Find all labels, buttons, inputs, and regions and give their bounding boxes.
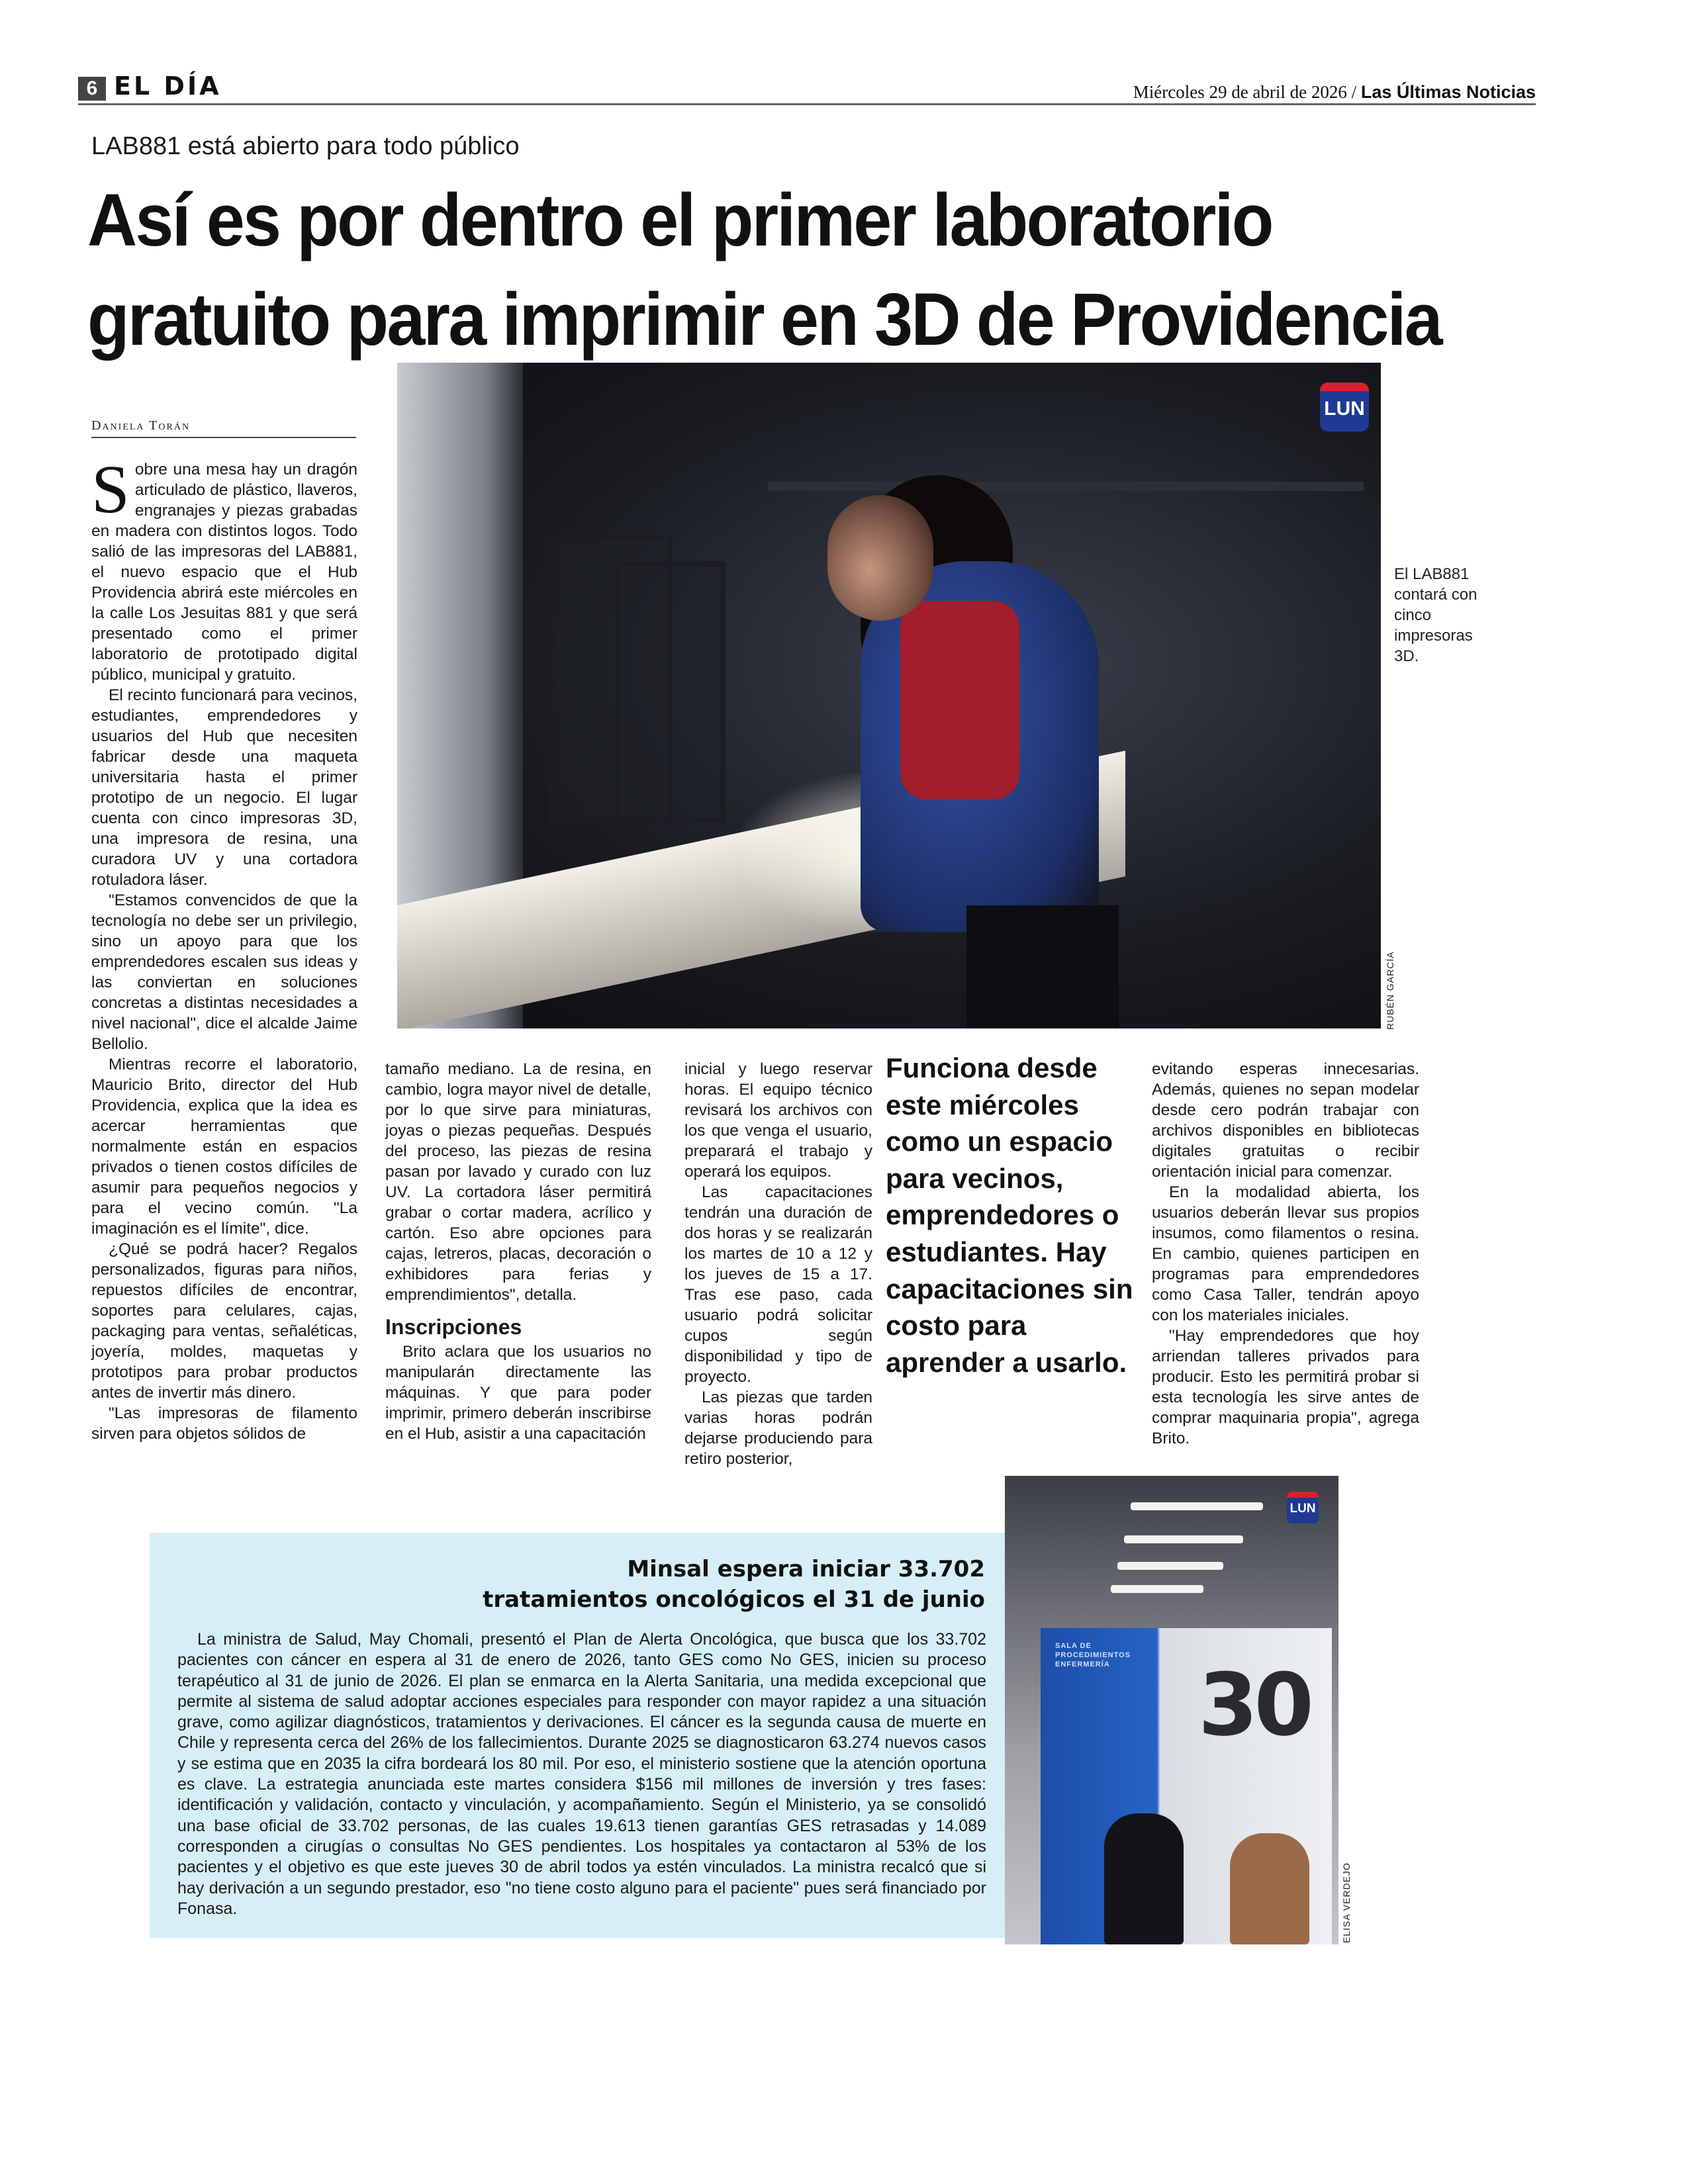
- date-separator: /: [1351, 82, 1357, 102]
- hospital-photo: [1005, 1476, 1338, 1944]
- body-paragraph: tamaño mediano. La de resina, en cambio, logra mayor nivel de detalle, por lo que sirve para miniaturas, joyas o piezas pequeñas. Después del proceso, las piezas de resina pasan por lavado y curado con luz UV. La cortadora láser permitirá grabar o cortar madera, acrílico y cartón. Eso abre opciones para cajas, letreros, placas, decoración o exhibidores para ferias y emprendimientos", detalla.: [385, 1060, 651, 1304]
- article-kicker: LAB881 está abierto para todo público: [91, 132, 520, 160]
- photo-person-woman: [1230, 1833, 1309, 1944]
- section-label: EL DÍA: [114, 71, 222, 101]
- body-column-1: [91, 451, 357, 1444]
- main-photo-caption: El LAB881 contará con cinco impresoras 3D.: [1394, 565, 1477, 665]
- body-paragraph: ¿Qué se podrá hacer? Regalos personalizados, figuras para niños, repuestos difíciles de encontrar, soportes para celulares, cajas, packaging para ventas, señaléticas, joyería, moldes, maquetas y prototipos para probar productos antes de invertir más dinero.: [91, 1240, 357, 1402]
- main-photo: [397, 363, 1381, 1028]
- body-column-4: [1152, 1059, 1419, 1449]
- body-paragraph: "Las impresoras de filamento sirven para objetos sólidos de: [91, 1404, 357, 1443]
- publication-name: Las Últimas Noticias: [1360, 82, 1536, 102]
- main-photo-credit: RUBÉN GARCÍA: [1385, 951, 1395, 1030]
- ceiling-light: [1117, 1562, 1223, 1570]
- photo-printer: [616, 561, 726, 823]
- box-title-line-1: Minsal espera iniciar 33.702: [627, 1556, 985, 1582]
- body-paragraph: Las piezas que tarden varias horas podrán dejarse produciendo para retiro posterior,: [684, 1388, 872, 1468]
- ceiling-light: [1111, 1585, 1203, 1593]
- headline-line-2: gratuito para imprimir en 3D de Providencia: [87, 278, 1441, 361]
- page-number: 6: [78, 77, 106, 101]
- ceiling-light: [1131, 1502, 1263, 1510]
- photo-vest: [900, 601, 1019, 799]
- subhead-inscripciones: Inscripciones: [385, 1315, 522, 1339]
- body-paragraph: evitando esperas innecesarias. Además, quienes no sepan modelar desde cero podrán trabajar con archivos disponibles en bibliotecas digitales gratuitas o recibir orientación inicial para comenzar.: [1152, 1060, 1419, 1181]
- box-paragraph: La ministra de Salud, May Chomali, presentó el Plan de Alerta Oncológica, que busca que los 33.702 pacientes con cáncer en espera al 31 de enero de 2026, tanto GES como No GES, inicien su proceso terapéutico al 31 de junio de 2026. El plan se enmarca en la Alerta Sanitaria, una medida excepcional que permite al sistema de salud adoptar acciones especiales para responder con mayor rapidez a una situación grave, como agilizar diagnósticos, tratamientos y derivaciones. El cáncer es la segunda causa de muerte en Chile y representa cerca del 26% de los fallecimientos. Durante 2025 se diagnosticaron 63.274 nuevos casos y se estima que en 2035 la cifra bordeará los 80 mil. Por eso, el ministerio sostiene que la atención oportuna es clave. La estrategia anunciada este martes considera $156 mil millones de inversión y tres fases: identificación y validación, contacto y vinculación, y acompañamiento. Según el Ministerio, ya se consolidó una base oficial de 33.702 personas, de las cuales 19.613 tienen garantías GES retrasadas y 14.089 corresponden a cirugías o consultas No GES pendientes. Los hospitales ya contactaron al 53% de los pacientes y el objetivo es que este jueves 30 de abril todos ya estén vinculados. La ministra recalcó que si hay derivación a un segundo prestador, eso "no tiene costo alguno para el paciente" pues será financiado por Fonasa.: [177, 1630, 986, 1918]
- ceiling-light: [1124, 1535, 1243, 1543]
- box-body: [177, 1629, 986, 1919]
- issue-date-line: [1133, 82, 1536, 103]
- box-title: [410, 1554, 985, 1615]
- body-paragraph: En la modalidad abierta, los usuarios deberán llevar sus propios insumos, como filamentos o resina. En cambio, quienes participen en programas para emprendedores como Casa Taller, tendrán apoyo con los materiales iniciales.: [1152, 1183, 1419, 1324]
- photo-person-man: [1104, 1813, 1184, 1944]
- pull-quote: Funciona desde este miércoles como un espacio para vecinos, emprendedores o estudiantes. Hay capacitaciones sin costo para aprender a usarlo.: [886, 1052, 1133, 1378]
- body-paragraph: Sobre una mesa hay un dragón articulado de plástico, llaveros, engranajes y piezas grabadas en madera con distintos logos. Todo salió de las impresoras del LAB881, el nuevo espacio que el Hub Providencia abrirá este miércoles en la calle Los Jesuitas 881 y que será presentado como el primer laboratorio de prototipado digital público, municipal y gratuito.: [91, 451, 357, 684]
- door-number: 30: [1198, 1655, 1310, 1755]
- issue-date: Miércoles 29 de abril de 2026: [1133, 82, 1347, 102]
- body-paragraph: El recinto funcionará para vecinos, estudiantes, emprendedores y usuarios del Hub que necesiten fabricar desde una maqueta universitaria hasta el primer prototipo de un negocio. El lugar cuenta con cinco impresoras 3D, una impresora de resina, una curadora UV y una cortadora rotuladora láser.: [91, 686, 357, 889]
- photo-head: [827, 495, 933, 621]
- body-paragraph: inicial y luego reservar horas. El equipo técnico revisará los archivos con los que venga el usuario, preparará el trabajo y operará los equipos.: [684, 1060, 872, 1181]
- header-rule: [78, 103, 1536, 105]
- article-byline: Daniela Torán: [91, 418, 191, 433]
- lun-logo-icon: LUN: [1287, 1492, 1319, 1524]
- body-paragraph: Las capacitaciones tendrán una duración de dos horas y se realizarán los martes de 10 a 12 y los jueves de 15 a 17. Tras ese paso, cada usuario podrá solicitar cupos según disponibilidad y tipo de proyecto.: [684, 1183, 872, 1386]
- drop-cap: S: [91, 451, 130, 527]
- article-headline: [87, 171, 1442, 369]
- box-title-line-2: tratamientos oncológicos el 31 de junio: [483, 1586, 985, 1613]
- body-column-2: [385, 1059, 651, 1444]
- body-column-3: [684, 1059, 872, 1469]
- photo-pants: [966, 905, 1119, 1028]
- lun-logo-icon: LUN: [1320, 383, 1369, 432]
- door-sign: SALA DE PROCEDIMIENTOS ENFERMERÍA: [1055, 1642, 1131, 1668]
- body-paragraph: "Hay emprendedores que hoy arriendan talleres privados para producir. Esto les permitirá probar si esta tecnología les sirve antes de comprar maquinaria propia", agrega Brito.: [1152, 1327, 1419, 1447]
- body-paragraph: Brito aclara que los usuarios no manipularán directamente las máquinas. Y que para poder imprimir, primero deberán inscribirse en el Hub, asistir a una capacitación: [385, 1343, 651, 1443]
- headline-line-1: Así es por dentro el primer laboratorio: [87, 179, 1272, 261]
- body-paragraph: "Estamos convencidos de que la tecnología no debe ser un privilegio, sino un apoyo para que los emprendedores escalen sus ideas y las conviertan en soluciones concretas a distintas necesidades a nivel nacional", dice el alcalde Jaime Bellolio.: [91, 891, 357, 1053]
- box-photo-credit: ELISA VERDEJO: [1341, 1862, 1352, 1943]
- body-paragraph: Mientras recorre el laboratorio, Mauricio Brito, director del Hub Providencia, explica que la idea es acercar herramientas que normalmente están en espacios privados o tienen costos difíciles de asumir para pequeños negocios y para el vecino común. "La imaginación es el límite", dice.: [91, 1056, 357, 1238]
- photo-shelf: [768, 482, 1364, 491]
- byline-rule: [91, 437, 356, 438]
